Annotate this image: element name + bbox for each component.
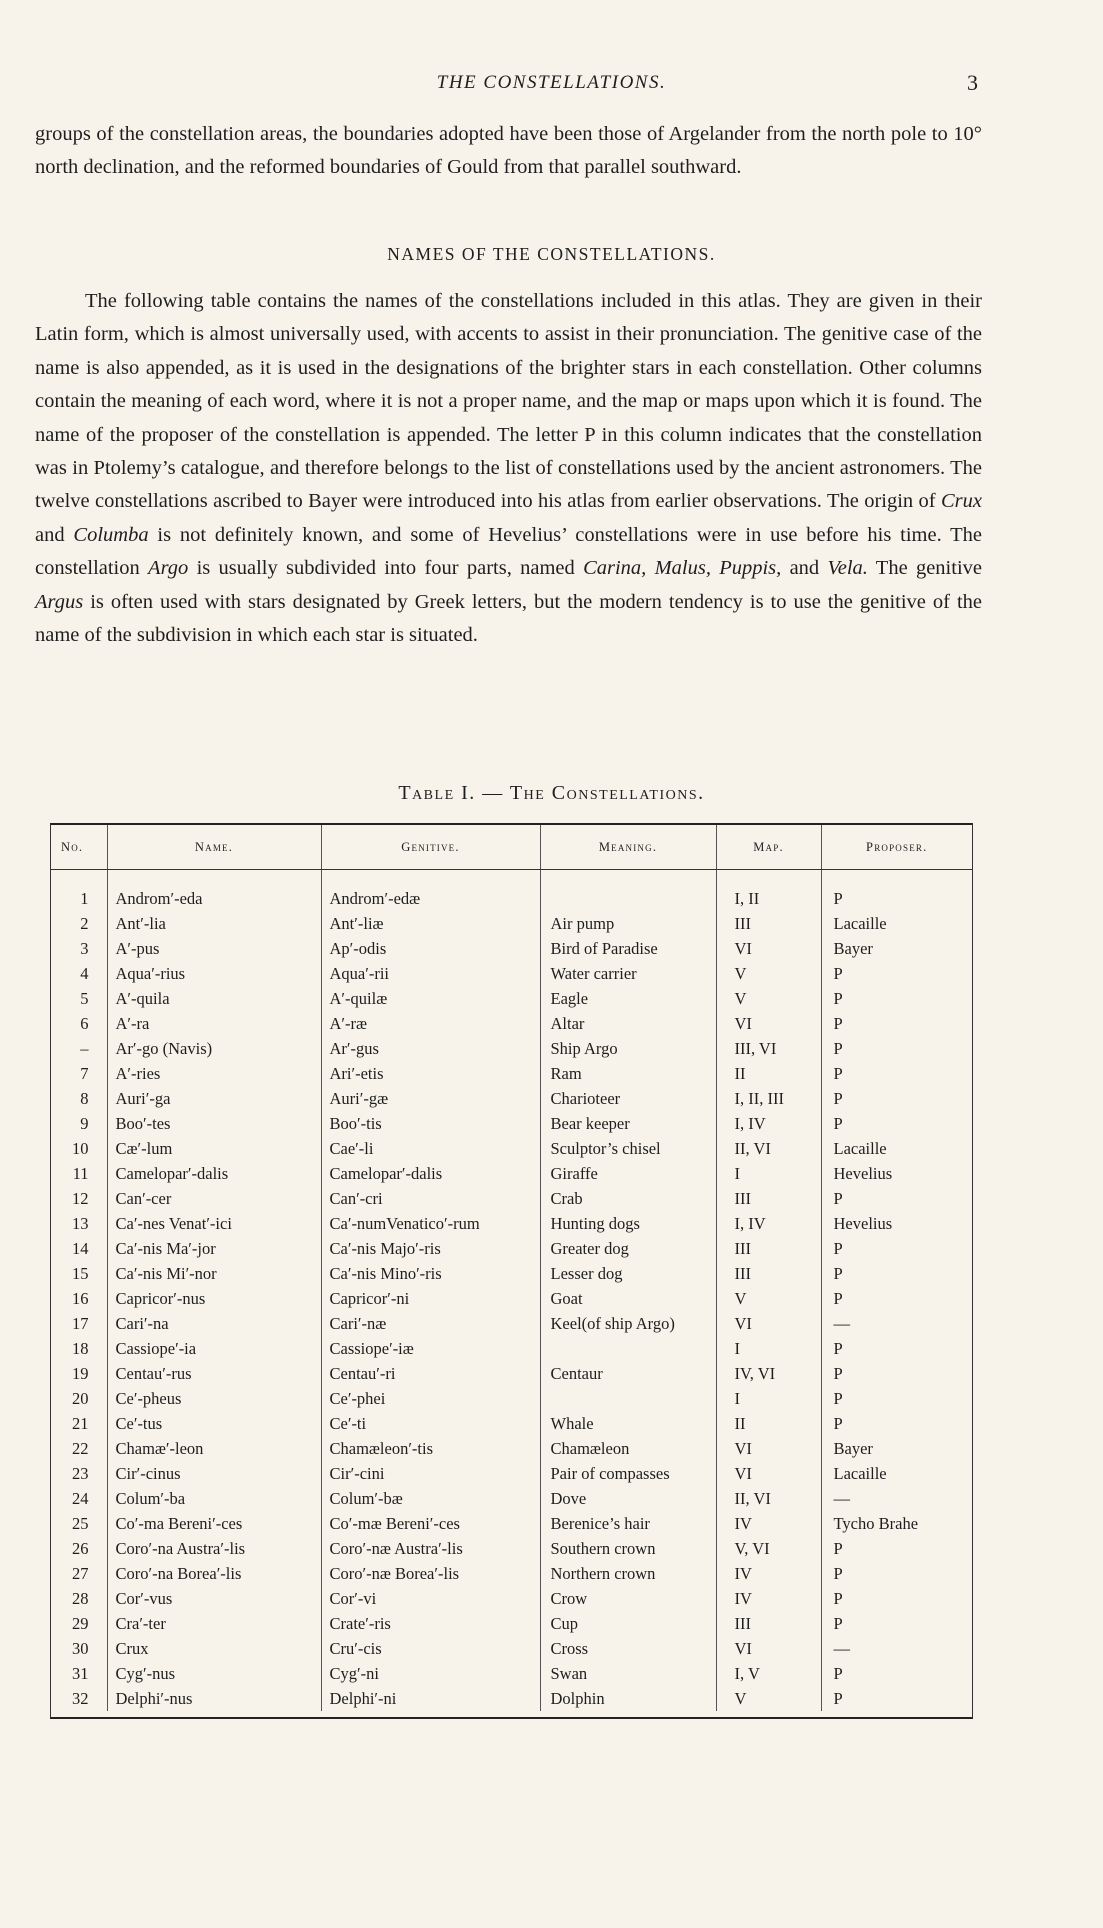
table-row xyxy=(51,936,972,961)
cell-proposer: P xyxy=(833,1538,843,1558)
cell-no: 11 xyxy=(51,1161,107,1186)
cell-genitive: Cyg′-ni xyxy=(321,1661,540,1686)
table-row xyxy=(51,1411,972,1436)
cell-meaning: Giraffe xyxy=(540,1161,716,1186)
cell-genitive: Ce′-ti xyxy=(321,1411,540,1436)
cell-proposer: Lacaille xyxy=(833,1138,887,1158)
cell-no: 9 xyxy=(51,1111,107,1136)
cell-no: 1 xyxy=(51,886,107,911)
cell-name: Cor′-vus xyxy=(107,1586,321,1611)
cell-proposer: P xyxy=(833,1588,843,1608)
cell-proposer: P xyxy=(833,1563,843,1583)
cell-meaning: Water carrier xyxy=(540,961,716,986)
cell-map: II, VI xyxy=(716,1136,821,1161)
cell-meaning: Whale xyxy=(540,1411,716,1436)
cell-proposer: P xyxy=(833,1688,843,1708)
cell-map: VI xyxy=(716,936,821,961)
cell-meaning: Bear keeper xyxy=(540,1111,716,1136)
cell-genitive: Ari′-etis xyxy=(321,1061,540,1086)
header-map: Map. xyxy=(716,825,821,870)
cell-no: 24 xyxy=(51,1486,107,1511)
cell-name: Coro′-na Austra′-lis xyxy=(107,1536,321,1561)
cell-name: Cassiope′-ia xyxy=(107,1336,321,1361)
cell-genitive: Camelopar′-dalis xyxy=(321,1161,540,1186)
cell-name: Auri′-ga xyxy=(107,1086,321,1111)
body-text-part5: is often used with stars designated by Greek letters, but the modern tendency is to use the genitive of the name of the subdivision in which each star is situated. xyxy=(35,590,982,647)
table-row xyxy=(51,1661,972,1686)
cell-meaning xyxy=(540,886,716,911)
cell-name: Ant′-lia xyxy=(107,911,321,936)
cell-proposer: P xyxy=(833,1113,843,1133)
cell-meaning: Dove xyxy=(540,1486,716,1511)
cell-name: Co′-ma Bereni′-ces xyxy=(107,1511,321,1536)
cell-map: VI xyxy=(716,1311,821,1336)
cell-meaning: Ship Argo xyxy=(540,1036,716,1061)
table-row xyxy=(51,1361,972,1386)
table-row xyxy=(51,911,972,936)
cell-name: Cra′-ter xyxy=(107,1611,321,1636)
cell-no: 5 xyxy=(51,986,107,1011)
cell-genitive: Delphi′-ni xyxy=(321,1686,540,1711)
cell-no: 13 xyxy=(51,1211,107,1236)
table-row xyxy=(51,1436,972,1461)
cell-genitive: Ar′-gus xyxy=(321,1036,540,1061)
cell-name: Delphi′-nus xyxy=(107,1686,321,1711)
table-row xyxy=(51,1461,972,1486)
conjunction: and xyxy=(35,523,74,546)
cell-name: Ce′-tus xyxy=(107,1411,321,1436)
cell-proposer: Bayer xyxy=(833,938,873,958)
cell-meaning: Berenice’s hair xyxy=(540,1511,716,1536)
cell-meaning: Greater dog xyxy=(540,1236,716,1261)
cell-name: Cæ′-lum xyxy=(107,1136,321,1161)
cell-map: III xyxy=(716,911,821,936)
cell-proposer: P xyxy=(833,1413,843,1433)
cell-meaning: Swan xyxy=(540,1661,716,1686)
cell-no: 16 xyxy=(51,1286,107,1311)
cell-meaning: Hunting dogs xyxy=(540,1211,716,1236)
cell-proposer: P xyxy=(833,1038,843,1058)
cell-map: III xyxy=(716,1261,821,1286)
conjunction: and xyxy=(781,557,828,580)
cell-no: 7 xyxy=(51,1061,107,1086)
cell-proposer: P xyxy=(833,963,843,983)
cell-proposer: Hevelius xyxy=(833,1213,893,1233)
table-row xyxy=(51,1686,972,1711)
table-row xyxy=(51,1286,972,1311)
cell-proposer: — xyxy=(833,1638,850,1658)
cell-proposer: P xyxy=(833,1663,843,1683)
table-row xyxy=(51,1011,972,1036)
cell-meaning: Centaur xyxy=(540,1361,716,1386)
cell-proposer: Lacaille xyxy=(833,913,887,933)
cell-name: Boo′-tes xyxy=(107,1111,321,1136)
table-row xyxy=(51,1486,972,1511)
cell-no: 28 xyxy=(51,1586,107,1611)
cell-meaning: Crow xyxy=(540,1586,716,1611)
subdivisions-term: Carina, Malus, Puppis, xyxy=(583,557,782,580)
cell-genitive: Aqua′-rii xyxy=(321,961,540,986)
table-spacer-row xyxy=(51,870,972,887)
cell-no: 22 xyxy=(51,1436,107,1461)
cell-map: VI xyxy=(716,1636,821,1661)
cell-map: I xyxy=(716,1386,821,1411)
cell-meaning: Goat xyxy=(540,1286,716,1311)
cell-genitive: Capricor′-ni xyxy=(321,1286,540,1311)
cell-map: VI xyxy=(716,1461,821,1486)
cell-map: II xyxy=(716,1061,821,1086)
cell-genitive: Colum′-bæ xyxy=(321,1486,540,1511)
cell-no: 17 xyxy=(51,1311,107,1336)
crux-term: Crux xyxy=(941,490,982,513)
cell-map: V, VI xyxy=(716,1536,821,1561)
cell-map: V xyxy=(716,986,821,1011)
cell-proposer: P xyxy=(833,1288,843,1308)
cell-no: 20 xyxy=(51,1386,107,1411)
cell-genitive: Boo′-tis xyxy=(321,1111,540,1136)
table-row xyxy=(51,1061,972,1086)
cell-genitive: Cir′-cini xyxy=(321,1461,540,1486)
cell-meaning: Charioteer xyxy=(540,1086,716,1111)
cell-no: 8 xyxy=(51,1086,107,1111)
table-row xyxy=(51,1636,972,1661)
cell-genitive: Ca′-nis Majo′-ris xyxy=(321,1236,540,1261)
argo-term: Argo xyxy=(148,557,189,580)
cell-no: 6 xyxy=(51,1011,107,1036)
table-row xyxy=(51,1236,972,1261)
cell-map: IV xyxy=(716,1561,821,1586)
cell-meaning: Ram xyxy=(540,1061,716,1086)
cell-map: III xyxy=(716,1236,821,1261)
table-row xyxy=(51,1261,972,1286)
cell-meaning: Bird of Paradise xyxy=(540,936,716,961)
cell-no: 19 xyxy=(51,1361,107,1386)
cell-no: 14 xyxy=(51,1236,107,1261)
cell-map: I, IV xyxy=(716,1111,821,1136)
cell-name: A′-pus xyxy=(107,936,321,961)
cell-no: 26 xyxy=(51,1536,107,1561)
cell-name: Coro′-na Borea′-lis xyxy=(107,1561,321,1586)
cell-proposer: P xyxy=(833,888,843,908)
table-row xyxy=(51,1161,972,1186)
cell-map: I, II, III xyxy=(716,1086,821,1111)
table-row xyxy=(51,1611,972,1636)
cell-name: Aqua′-rius xyxy=(107,961,321,986)
cell-meaning: Crab xyxy=(540,1186,716,1211)
cell-proposer: P xyxy=(833,1238,843,1258)
cell-map: V xyxy=(716,1286,821,1311)
cell-meaning: Southern crown xyxy=(540,1536,716,1561)
table-row xyxy=(51,1186,972,1211)
cell-no: 31 xyxy=(51,1661,107,1686)
cell-no: 32 xyxy=(51,1686,107,1711)
cell-meaning: Cross xyxy=(540,1636,716,1661)
cell-map: I, IV xyxy=(716,1211,821,1236)
cell-proposer: — xyxy=(833,1488,850,1508)
cell-name: Androm′-eda xyxy=(107,886,321,911)
cell-map: VI xyxy=(716,1436,821,1461)
cell-name: Camelopar′-dalis xyxy=(107,1161,321,1186)
cell-proposer: P xyxy=(833,1338,843,1358)
cell-name: A′-quila xyxy=(107,986,321,1011)
header-meaning: Meaning. xyxy=(540,825,716,870)
cell-map: I xyxy=(716,1336,821,1361)
cell-no: 30 xyxy=(51,1636,107,1661)
page-number: 3 xyxy=(967,70,978,95)
cell-genitive: Coro′-næ Austra′-lis xyxy=(321,1536,540,1561)
constellations-table xyxy=(50,823,973,1719)
cell-genitive: Cae′-li xyxy=(321,1136,540,1161)
cell-name: Ce′-pheus xyxy=(107,1386,321,1411)
cell-proposer: — xyxy=(833,1313,850,1333)
columba-term: Columba xyxy=(73,523,149,546)
table-row xyxy=(51,1386,972,1411)
table-title: Table I. — The Constellations. xyxy=(398,782,705,804)
cell-name: Cir′-cinus xyxy=(107,1461,321,1486)
cell-map: II xyxy=(716,1411,821,1436)
cell-no: 15 xyxy=(51,1261,107,1286)
cell-proposer: Lacaille xyxy=(833,1463,887,1483)
cell-proposer: P xyxy=(833,988,843,1008)
table-row xyxy=(51,1311,972,1336)
table-row xyxy=(51,961,972,986)
table-row xyxy=(51,1511,972,1536)
cell-genitive: Ca′-nis Mino′-ris xyxy=(321,1261,540,1286)
table-row xyxy=(51,1086,972,1111)
cell-map: VI xyxy=(716,1011,821,1036)
cell-genitive: Auri′-gæ xyxy=(321,1086,540,1111)
header-no: No. xyxy=(51,825,107,870)
cell-genitive: Co′-mæ Bereni′-ces xyxy=(321,1511,540,1536)
cell-proposer: P xyxy=(833,1388,843,1408)
cell-name: Ar′-go (Navis) xyxy=(107,1036,321,1061)
argus-term: Argus xyxy=(35,590,84,613)
cell-name: A′-ries xyxy=(107,1061,321,1086)
cell-name: Crux xyxy=(107,1636,321,1661)
cell-name: Can′-cer xyxy=(107,1186,321,1211)
body-text-part3: is usually subdivided into four parts, named xyxy=(188,557,584,580)
table-row xyxy=(51,1586,972,1611)
cell-meaning: Keel(of ship Argo) xyxy=(540,1311,716,1336)
cell-proposer: P xyxy=(833,1363,843,1383)
cell-proposer: Tycho Brahe xyxy=(833,1513,919,1533)
cell-no: 18 xyxy=(51,1336,107,1361)
cell-proposer: P xyxy=(833,1613,843,1633)
cell-meaning: Cup xyxy=(540,1611,716,1636)
table-row xyxy=(51,886,972,911)
vela-term: Vela. xyxy=(827,557,868,580)
cell-meaning: Sculptor’s chisel xyxy=(540,1136,716,1161)
table-row xyxy=(51,1336,972,1361)
cell-genitive: Androm′-edæ xyxy=(321,886,540,911)
cell-name: Cari′-na xyxy=(107,1311,321,1336)
cell-map: II, VI xyxy=(716,1486,821,1511)
cell-genitive: Centau′-ri xyxy=(321,1361,540,1386)
cell-map: III xyxy=(716,1611,821,1636)
cell-name: Cyg′-nus xyxy=(107,1661,321,1686)
cell-map: IV, VI xyxy=(716,1361,821,1386)
cell-genitive: Ant′-liæ xyxy=(321,911,540,936)
cell-meaning: Eagle xyxy=(540,986,716,1011)
cell-no: 10 xyxy=(51,1136,107,1161)
table-row xyxy=(51,1211,972,1236)
cell-meaning: Pair of compasses xyxy=(540,1461,716,1486)
cell-genitive: Ap′-odis xyxy=(321,936,540,961)
cell-no: 12 xyxy=(51,1186,107,1211)
cell-proposer: Hevelius xyxy=(833,1163,893,1183)
cell-genitive: Ca′-numVenatico′-rum xyxy=(321,1211,540,1236)
cell-map: I xyxy=(716,1161,821,1186)
cell-no: 29 xyxy=(51,1611,107,1636)
cell-map: V xyxy=(716,961,821,986)
cell-genitive: Ce′-phei xyxy=(321,1386,540,1411)
body-text-part2: is not definitely known, and some of Hevelius’ constellations were in use before his time. The constellation xyxy=(35,523,982,580)
cell-genitive: Crate′-ris xyxy=(321,1611,540,1636)
running-title: THE CONSTELLATIONS. xyxy=(436,72,667,93)
cell-meaning: Northern crown xyxy=(540,1561,716,1586)
cell-genitive: Cassiope′-iæ xyxy=(321,1336,540,1361)
header-name: Name. xyxy=(107,825,321,870)
cell-proposer: P xyxy=(833,1088,843,1108)
cell-name: Ca′-nis Mi′-nor xyxy=(107,1261,321,1286)
intro-paragraph: groups of the constellation areas, the boundaries adopted have been those of Argelander from the north pole to 10° north declination, and the reformed boundaries of Gould from that parallel southward. xyxy=(35,123,982,179)
cell-map: IV xyxy=(716,1511,821,1536)
cell-genitive: Cari′-næ xyxy=(321,1311,540,1336)
cell-genitive: A′-quilæ xyxy=(321,986,540,1011)
cell-name: A′-ra xyxy=(107,1011,321,1036)
cell-no: 27 xyxy=(51,1561,107,1586)
header-proposer: Proposer. xyxy=(821,825,972,870)
cell-no: 21 xyxy=(51,1411,107,1436)
table-row xyxy=(51,1561,972,1586)
cell-name: Centau′-rus xyxy=(107,1361,321,1386)
body-text-part1: The following table contains the names of the constellations included in this atlas. They are given in their Latin form, which is almost universally used, with accents to assist in their pronunciation. The genitive case of the name is also appended, as it is used in the designations of the brighter stars in each constellation. Other columns contain the meaning of each word, where it is not a proper name, and the map or maps upon which it is found. The name of the proposer of the constellation is appended. The letter P in this column indicates that the constellation was in Ptolemy’s catalogue, and therefore belongs to the list of constellations used by the ancient astronomers. The twelve constellations ascribed to Bayer were introduced into his atlas from earlier observations. The origin of xyxy=(35,290,982,513)
table-row xyxy=(51,1036,972,1061)
cell-genitive: Can′-cri xyxy=(321,1186,540,1211)
header-genitive: Genitive. xyxy=(321,825,540,870)
cell-no: 23 xyxy=(51,1461,107,1486)
cell-no: 3 xyxy=(51,936,107,961)
cell-meaning: Altar xyxy=(540,1011,716,1036)
cell-name: Ca′-nes Venat′-ici xyxy=(107,1211,321,1236)
cell-genitive: A′-ræ xyxy=(321,1011,540,1036)
table-row xyxy=(51,1536,972,1561)
cell-no: – xyxy=(51,1036,107,1061)
cell-meaning: Lesser dog xyxy=(540,1261,716,1286)
cell-proposer: P xyxy=(833,1013,843,1033)
cell-no: 2 xyxy=(51,911,107,936)
cell-genitive: Cru′-cis xyxy=(321,1636,540,1661)
cell-meaning: Air pump xyxy=(540,911,716,936)
cell-proposer: P xyxy=(833,1063,843,1083)
page-header xyxy=(0,72,1103,102)
cell-name: Ca′-nis Ma′-jor xyxy=(107,1236,321,1261)
cell-no: 4 xyxy=(51,961,107,986)
table-header-row xyxy=(51,825,972,870)
cell-map: I, V xyxy=(716,1661,821,1686)
table-row xyxy=(51,986,972,1011)
cell-genitive: Cor′-vi xyxy=(321,1586,540,1611)
cell-map: I, II xyxy=(716,886,821,911)
cell-name: Colum′-ba xyxy=(107,1486,321,1511)
cell-map: IV xyxy=(716,1586,821,1611)
cell-no: 25 xyxy=(51,1511,107,1536)
cell-name: Capricor′-nus xyxy=(107,1286,321,1311)
cell-name: Chamæ′-leon xyxy=(107,1436,321,1461)
cell-proposer: P xyxy=(833,1188,843,1208)
cell-meaning: Dolphin xyxy=(540,1686,716,1711)
cell-meaning: Chamæleon xyxy=(540,1436,716,1461)
cell-proposer: Bayer xyxy=(833,1438,873,1458)
cell-meaning xyxy=(540,1336,716,1361)
cell-genitive: Coro′-næ Borea′-lis xyxy=(321,1561,540,1586)
body-text-part4: The genitive xyxy=(867,557,982,580)
cell-map: V xyxy=(716,1686,821,1711)
cell-meaning xyxy=(540,1386,716,1411)
table-row xyxy=(51,1136,972,1161)
cell-map: III xyxy=(716,1186,821,1211)
table-row xyxy=(51,1111,972,1136)
cell-genitive: Chamæleon′-tis xyxy=(321,1436,540,1461)
body-paragraph xyxy=(35,285,982,652)
section-heading: NAMES OF THE CONSTELLATIONS. xyxy=(387,244,716,264)
cell-proposer: P xyxy=(833,1263,843,1283)
cell-map: III, VI xyxy=(716,1036,821,1061)
